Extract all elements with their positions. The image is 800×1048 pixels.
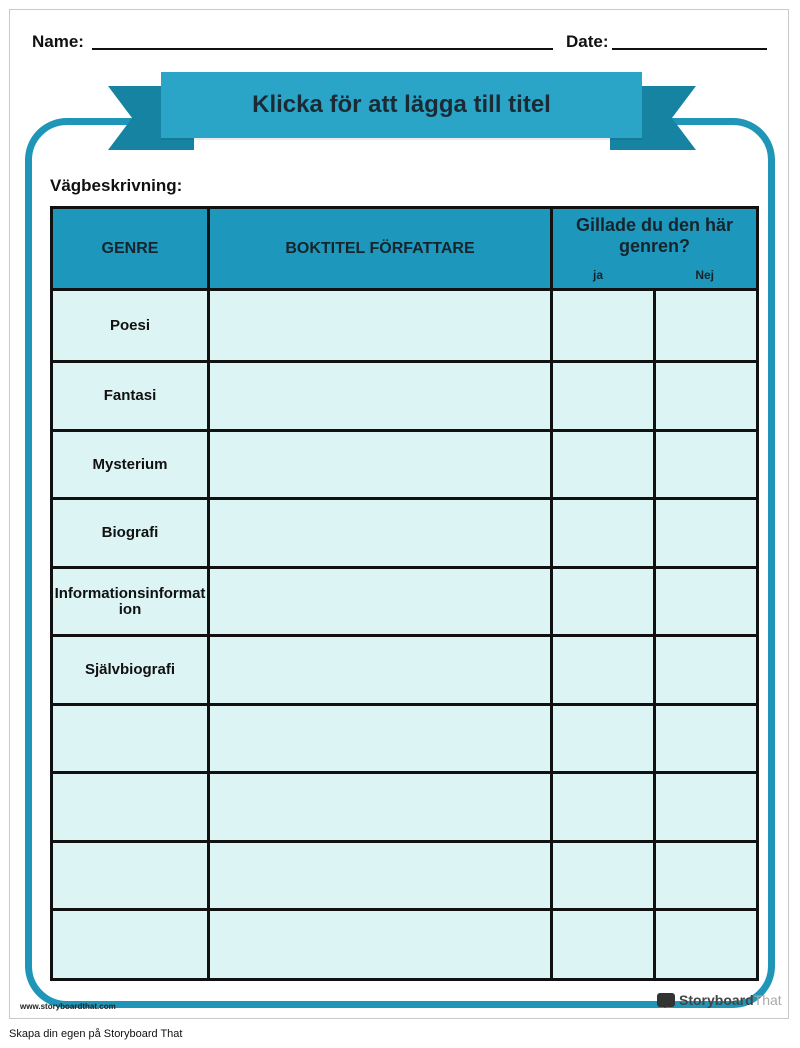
- no-cell[interactable]: [655, 910, 758, 980]
- yes-cell[interactable]: [552, 568, 655, 636]
- title-banner[interactable]: [161, 72, 642, 138]
- logo-text-bold: Storyboard: [679, 992, 754, 1008]
- no-cell[interactable]: [655, 705, 758, 773]
- speech-bubble-icon: [657, 993, 675, 1007]
- genre-table: [50, 206, 759, 981]
- yes-subheader: ja: [593, 268, 604, 282]
- yes-cell[interactable]: [552, 910, 655, 980]
- table-row: [52, 499, 758, 568]
- yes-cell[interactable]: [552, 842, 655, 910]
- name-input-line[interactable]: [92, 48, 553, 50]
- liked-question: Gillade du den här genren?: [575, 215, 734, 256]
- no-subheader: Nej: [695, 268, 714, 282]
- genre-cell[interactable]: Självbiografi: [52, 636, 209, 705]
- footer-url: www.storyboardthat.com: [20, 1002, 116, 1011]
- date-input-line[interactable]: [612, 48, 767, 50]
- worksheet-title[interactable]: Klicka för att lägga till titel: [252, 91, 551, 118]
- genre-cell[interactable]: [52, 773, 209, 842]
- yes-cell[interactable]: [552, 773, 655, 842]
- genre-cell[interactable]: Poesi: [52, 290, 209, 362]
- no-cell[interactable]: [655, 431, 758, 499]
- book-title-cell[interactable]: [209, 431, 552, 499]
- genre-cell[interactable]: Informationsinformation: [52, 568, 209, 636]
- date-label: Date:: [566, 32, 609, 51]
- storyboardthat-logo: [657, 992, 782, 1008]
- table-row: [52, 636, 758, 705]
- name-label: Name:: [32, 32, 84, 51]
- yes-cell[interactable]: [552, 636, 655, 705]
- book-title-cell[interactable]: [209, 842, 552, 910]
- yes-cell[interactable]: [552, 499, 655, 568]
- book-title-cell[interactable]: [209, 499, 552, 568]
- table-header-row: [52, 208, 758, 290]
- genre-cell[interactable]: Biografi: [52, 499, 209, 568]
- no-cell[interactable]: [655, 568, 758, 636]
- table-row: [52, 362, 758, 431]
- no-cell[interactable]: [655, 362, 758, 431]
- book-title-cell[interactable]: [209, 773, 552, 842]
- no-cell[interactable]: [655, 636, 758, 705]
- table-row: [52, 290, 758, 362]
- genre-cell[interactable]: Mysterium: [52, 431, 209, 499]
- table-row: [52, 773, 758, 842]
- no-cell[interactable]: [655, 773, 758, 842]
- book-title-cell[interactable]: [209, 705, 552, 773]
- genre-cell[interactable]: [52, 705, 209, 773]
- directions-label[interactable]: Vägbeskrivning:: [50, 176, 183, 195]
- table-row: [52, 568, 758, 636]
- book-title-column-header: BOKTITEL FÖRFATTARE: [209, 208, 552, 290]
- no-cell[interactable]: [655, 290, 758, 362]
- yes-cell[interactable]: [552, 290, 655, 362]
- no-cell[interactable]: [655, 842, 758, 910]
- table-row: [52, 705, 758, 773]
- book-title-cell[interactable]: [209, 568, 552, 636]
- no-cell[interactable]: [655, 499, 758, 568]
- table-row: [52, 910, 758, 980]
- book-title-cell[interactable]: [209, 910, 552, 980]
- genre-column-header: GENRE: [52, 208, 209, 290]
- genre-cell[interactable]: [52, 842, 209, 910]
- logo-text-light: That: [753, 992, 782, 1008]
- table-row: [52, 431, 758, 499]
- genre-cell[interactable]: [52, 910, 209, 980]
- book-title-cell[interactable]: [209, 636, 552, 705]
- yes-cell[interactable]: [552, 362, 655, 431]
- made-with-caption: Skapa din egen på Storyboard That: [9, 1028, 183, 1040]
- yes-cell[interactable]: [552, 705, 655, 773]
- book-title-cell[interactable]: [209, 290, 552, 362]
- liked-column-header: [552, 208, 758, 290]
- yes-cell[interactable]: [552, 431, 655, 499]
- book-title-cell[interactable]: [209, 362, 552, 431]
- genre-cell[interactable]: Fantasi: [52, 362, 209, 431]
- table-row: [52, 842, 758, 910]
